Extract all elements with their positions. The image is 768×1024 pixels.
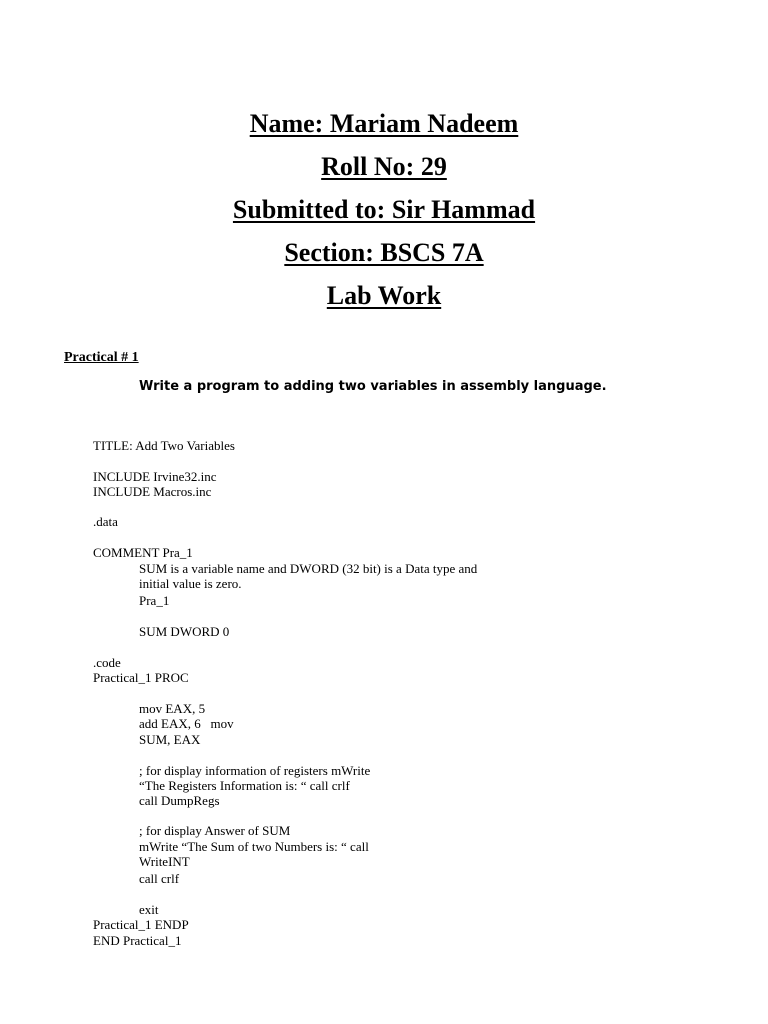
code-line-data-segment: .data xyxy=(93,514,118,529)
code-line-sum-declaration: SUM DWORD 0 xyxy=(139,624,230,639)
practical-heading: Practical # 1 xyxy=(64,350,139,365)
section: Section: BSCS 7A xyxy=(284,238,484,267)
code-line-comment-end: Pra_1 xyxy=(139,593,170,608)
code-line-end: END Practical_1 xyxy=(93,933,182,948)
code-line-comment-registers: ; for display information of registers mWrite xyxy=(139,763,371,778)
code-line-code-segment: .code xyxy=(93,655,121,670)
code-line-writeint: WriteINT xyxy=(139,854,190,869)
code-line-title: TITLE: Add Two Variables xyxy=(93,438,235,453)
code-line-endp: Practical_1 ENDP xyxy=(93,917,189,932)
code-line-comment-sum: ; for display Answer of SUM xyxy=(139,823,291,838)
lab-work-title: Lab Work xyxy=(326,281,442,310)
code-line-comment-body-1: SUM is a variable name and DWORD (32 bit) is a Data type and xyxy=(139,561,478,576)
student-name: Name: Mariam Nadeem xyxy=(249,109,519,138)
code-line-call-crlf: call crlf xyxy=(139,871,180,886)
code-line-include-irvine: INCLUDE Irvine32.inc xyxy=(93,469,217,484)
code-line-add-eax: add EAX, 6 mov xyxy=(139,716,234,731)
code-line-mov-eax: mov EAX, 5 xyxy=(139,701,206,716)
submitted-to: Submitted to: Sir Hammad xyxy=(232,195,536,224)
task-description: Write a program to adding two variables in assembly language. xyxy=(139,379,607,394)
code-line-exit: exit xyxy=(139,902,159,917)
code-line-proc: Practical_1 PROC xyxy=(93,670,189,685)
code-line-mwrite-registers: “The Registers Information is: “ call crlf xyxy=(139,778,350,793)
code-line-comment-start: COMMENT Pra_1 xyxy=(93,545,193,560)
code-line-include-macros: INCLUDE Macros.inc xyxy=(93,484,212,499)
code-line-dumpregs: call DumpRegs xyxy=(139,793,220,808)
code-line-mov-sum: SUM, EAX xyxy=(139,732,201,747)
code-line-mwrite-sum: mWrite “The Sum of two Numbers is: “ call xyxy=(139,839,369,854)
code-line-comment-body-2: initial value is zero. xyxy=(139,576,242,591)
roll-number: Roll No: 29 xyxy=(321,152,447,181)
